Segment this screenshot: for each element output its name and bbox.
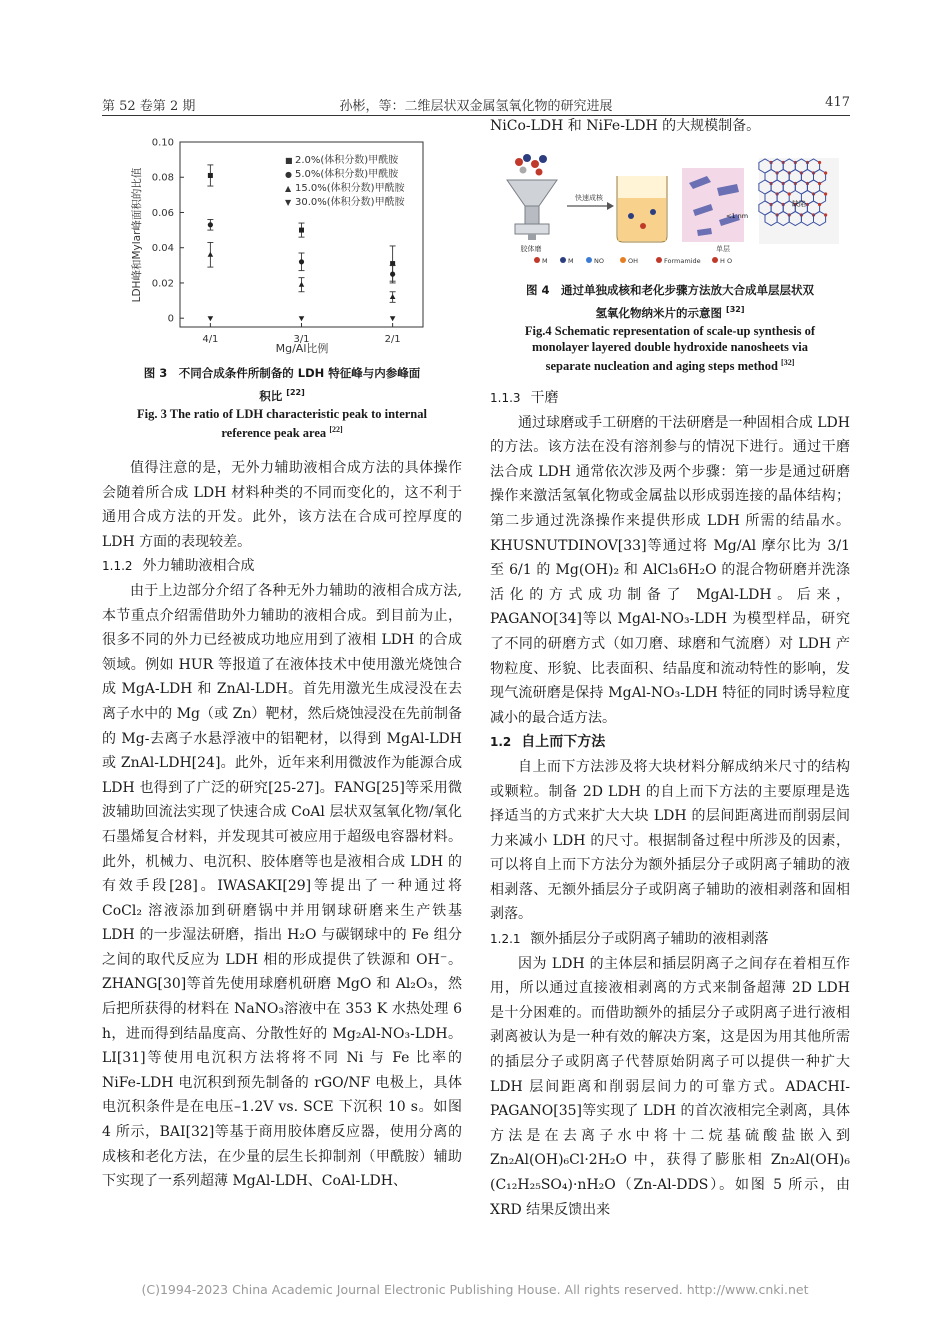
data-point (299, 228, 304, 233)
x-tick-label: 2/1 (384, 334, 401, 345)
data-point (208, 316, 214, 321)
copyright-footer: (C)1994-2023 China Academic Journal Electronic Publishing House. All rights reserved. http://www.cnki.net (141, 1282, 809, 1297)
lattice-atom (824, 192, 827, 195)
y-tick-label: 0 (167, 313, 174, 325)
defect-label: 缺陷 (792, 200, 806, 208)
paragraph: 由于上边部分介绍了各种无外力辅助的液相合成方法,本节重点介绍需借助外力辅助的液相合成。到目前为止，很多不同的外力已经被成功地应用到了液相 LDH 的合成领域。例如 HUR 等报道了在液体技术中使用激光烧蚀合成 MgA-LDH 和 ZnAl-LDH。首先用激光生成浸没在去离子水中的 Mg（或 Zn）靶材，然后烧蚀浸没在先前制备的 Mg-去离子水悬浮液中的铝靶材，以得到 MgAl-LDH 或 ZnAl-LDH[24]。此外，近年来利用微波作为能源合成 LDH 也得到了广泛的研究[25-27]。FANG[25]等采用微波辅助回流法实现了快速合成 CoAl 层状双氢氧化物/氧化石墨烯复合材料，并发现其可被应用于超级电容器材料。此外，机械力、电沉积、胶体磨等也是液相合成 LDH 的有效手段[28]。IWASAKI[29]等提出了一种通过将 CoCl₂ 溶液添加到研磨锅中并用钢球研磨来生产铁基 LDH 的一步湿法研磨，指出 H₂O 与碳钢球中的 Fe 组分之间的取代反应为 LDH 相的形成提供了铁源和 OH⁻。ZHANG[30]等首先使用球磨机研磨 MgO 和 Al₂O₃，然后把所获得的材料在 NaNO₃溶液中在 353 K 水热处理 6 h，进而得到结晶度高、分散性好的 Mg₂Al-NO₃-LDH。LI[31]等使用电沉积方法将将不同 Ni 与 Fe 比率的 NiFe-LDH 电沉积到预先制备的 rGO/NF 电极上，具体电沉积条件是在电压–1.2V vs. SCE 下沉积 10 s。如图 4 所示，BAI[32]等基于商用胶体磨反应器，使用分离的成核和老化方法，在少量的层生长抑制剂（甲酰胺）辅助下实现了一系列超薄 MgAl-LDH、CoAl-LDH、 (102, 582, 462, 1190)
paragraph: 自上而下方法涉及将大块材料分解成纳米尺寸的结构或颗粒。制备 2D LDH 的自上而下方法的主要原理是选择适当的方式来扩大大块 LDH 的层间距离进而削弱层间力来减小 LDH 的尺寸。根据制备过程中所涉及的因素，可以将自上而下方法分为额外插层分子或阴离子辅助的液相剥落、无额外插层分子或阴离子辅助的液相剥落和固相剥落。 (490, 758, 850, 923)
right-column (490, 386, 850, 1222)
lattice-atom (788, 192, 791, 195)
section-heading-1-1-3 (490, 386, 850, 411)
y-tick-label: 0.06 (151, 207, 174, 219)
section-title: 外力辅助液相合成 (142, 558, 255, 575)
lattice-atom (818, 161, 821, 164)
y-tick-label: 0.02 (151, 278, 174, 290)
section-heading-1-1-2 (102, 554, 462, 579)
figure-3-caption-cn (102, 363, 462, 406)
y-axis (152, 138, 184, 325)
legend-marker: ■ (285, 156, 293, 165)
figure-4-schematic (497, 148, 847, 266)
thickness-label: <1 nm (726, 212, 749, 220)
colloid-mill-icon (507, 180, 557, 240)
y-axis-label: LDH峰和Mylar峰面积的比值 (131, 167, 143, 303)
data-point (299, 282, 305, 287)
section-number: 1.1.2 (102, 559, 133, 574)
legend-entry: M (568, 257, 574, 265)
y-tick-label: 0.08 (151, 172, 174, 184)
legend-entry: NO (594, 257, 604, 265)
section-title: 干磨 (530, 390, 559, 406)
header-page-number: 417 (825, 95, 850, 110)
x-tick-label: 3/1 (293, 334, 310, 345)
legend-entry: M (542, 257, 548, 265)
header-volume: 第 52 卷第 2 期 (102, 99, 196, 114)
schematic-legend (534, 257, 732, 265)
paragraph: 值得注意的是，无外力辅助液相合成方法的具体操作会随着所合成 LDH 材料种类的不同而变化的，这不利于通用合成方法的开发。此外，该方法在合成可控厚度的 LDH 方面的表现较差。 (102, 460, 462, 550)
legend-entry: 15.0%(体积分数)甲酰胺 (295, 183, 405, 194)
data-point (299, 259, 304, 264)
left-column (102, 456, 462, 1194)
nanosheets-icon (682, 168, 744, 242)
mill-label: 胶体磨 (520, 245, 542, 253)
lattice-atom (818, 182, 821, 185)
section-number: 1.2 (490, 735, 512, 750)
y-tick-label: 0.10 (151, 137, 174, 149)
caption-cn-line: 积比 (259, 388, 283, 403)
caption-en-line: Fig. 3 The ratio of LDH characteristic peak to internal (136, 406, 427, 421)
legend-entry: 30.0%(体积分数)甲酰胺 (295, 197, 405, 208)
caption-en-line: separate nucleation and aging steps method (545, 358, 778, 373)
y-tick-label: 0.04 (151, 243, 174, 255)
data-point (390, 272, 395, 277)
citation: [32] (781, 357, 795, 367)
beaker-icon (617, 176, 667, 242)
section-heading-1-2-1 (490, 927, 850, 952)
running-header (102, 95, 850, 116)
section-title: 额外插层分子或阴离子辅助的液相剥落 (530, 931, 769, 948)
data-point (390, 316, 396, 321)
lattice-atom (824, 171, 827, 174)
paragraph: 通过球磨或手工研磨的干法研磨是一种固相合成 LDH 的方法。该方法在没有溶剂参与的情况下进行。通过干磨法合成 LDH 通常依次涉及两个步骤：第一步是通过研磨操作来激活氢氧化物或金属盐以形成弱连接的晶体结构；第二步通过洗涤操作来提供形成 LDH 所需的结晶水。KHUSNUTDINOV[33]等通过将 Mg/Al 摩尔比为 3/1 至 6/1 的 Mg(OH)₂ 和 AlCl₃6H₂O 的混合物研磨并洗涤活化的方式成功制备了 MgAl-LDH。后来，PAGANO[34]等以 MgAl-NO₃-LDH 为模型样品，研究了不同的研磨方式（如刀磨、球磨和气流磨）对 LDH 产物粒度、形貌、比表面积、结晶度和流动特性的影响，发现气流研磨是保持 MgAl-NO₃-LDH 特征的同时诱导粒度减小的最合适方法。 (490, 414, 850, 726)
chart-legend (285, 153, 405, 208)
caption-cn-line: 图 4 通过单独成核和老化步骤方法放大合成单层层状双 (525, 283, 814, 297)
figure-3-caption-en (102, 406, 462, 441)
section-number: 1.1.3 (490, 391, 521, 405)
legend-entry: Formamide (664, 257, 701, 265)
caption-en-line: reference peak area (221, 425, 327, 440)
citation: [22] (329, 424, 343, 434)
caption-cn-line: 氢氧化物纳米片的示意图 (595, 305, 723, 320)
section-number: 1.2.1 (490, 932, 521, 947)
arrow-icon (567, 202, 614, 210)
legend-entry: 2.0%(体积分数)甲酰胺 (295, 155, 399, 166)
data-point (208, 222, 213, 227)
legend-entry: 5.0%(体积分数)甲酰胺 (295, 169, 399, 180)
figure-4-caption-cn (490, 280, 850, 323)
figure-3-caption (102, 363, 462, 441)
caption-en-line: monolayer layered double hydroxide nanosheets via (531, 339, 809, 354)
lattice-atom (824, 213, 827, 216)
figure-4-caption (490, 280, 850, 374)
legend-marker: ● (285, 170, 292, 179)
figure-3-chart (128, 132, 446, 360)
citation: [22] (286, 388, 305, 397)
figure-4-caption-en (490, 323, 850, 374)
lattice-atom (818, 203, 821, 206)
data-point (390, 294, 396, 299)
data-point (299, 316, 305, 321)
caption-en-line: Fig.4 Schematic representation of scale-up synthesis of (524, 323, 816, 338)
legend-entry: H O (720, 257, 733, 265)
legend-entry: OH (628, 257, 639, 265)
legend-marker: ▼ (285, 198, 292, 207)
legend-marker: ▲ (285, 184, 292, 193)
paragraph-continuation: NiCo-LDH 和 NiFe-LDH 的大规模制备。 (490, 118, 761, 134)
citation: [32] (726, 305, 745, 314)
header-title: 孙彬，等：二维层状双金属氢氧化物的研究进展 (339, 99, 613, 114)
caption-cn-line: 图 3 不同合成条件所制备的 LDH 特征峰与内参峰面 (143, 366, 421, 380)
precursor-molecules-icon (515, 154, 547, 176)
arrow-label: 快速成核 (575, 194, 603, 202)
x-axis-label: Mg/Al比例 (275, 342, 329, 355)
section-heading-1-2 (490, 730, 850, 755)
data-point (208, 173, 213, 178)
right-column-top (490, 114, 850, 139)
monolayer-label: 单层 (716, 245, 730, 253)
x-tick-label: 4/1 (202, 334, 219, 345)
section-title: 自上而下方法 (521, 734, 606, 751)
data-point (208, 252, 214, 257)
paragraph: 因为 LDH 的主体层和插层阴离子之间存在着相互作用，所以通过直接液相剥离的方式来制备超薄 2D LDH 是十分困难的。而借助额外的插层分子或阴离子进行液相剥离被认为是一种有效的解决方案，这是因为用其他所需的插层分子或阴离子代替原始阴离子可以提供一种扩大 LDH 层间距离和削弱层间力的可靠方式。ADACHI-PAGANO[35]等实现了 LDH 的首次液相完全剥离，具体方法是在去离子水中将十二烷基硫酸盐嵌入到 Zn₂Al(OH)₆Cl·2H₂O 中，获得了膨胀相 Zn₂Al(OH)₆ (C₁₂H₂₅SO₄)·nH₂O（Zn-Al-DDS）。如图 5 所示，由 XRD 结果反馈出来 (490, 955, 850, 1218)
